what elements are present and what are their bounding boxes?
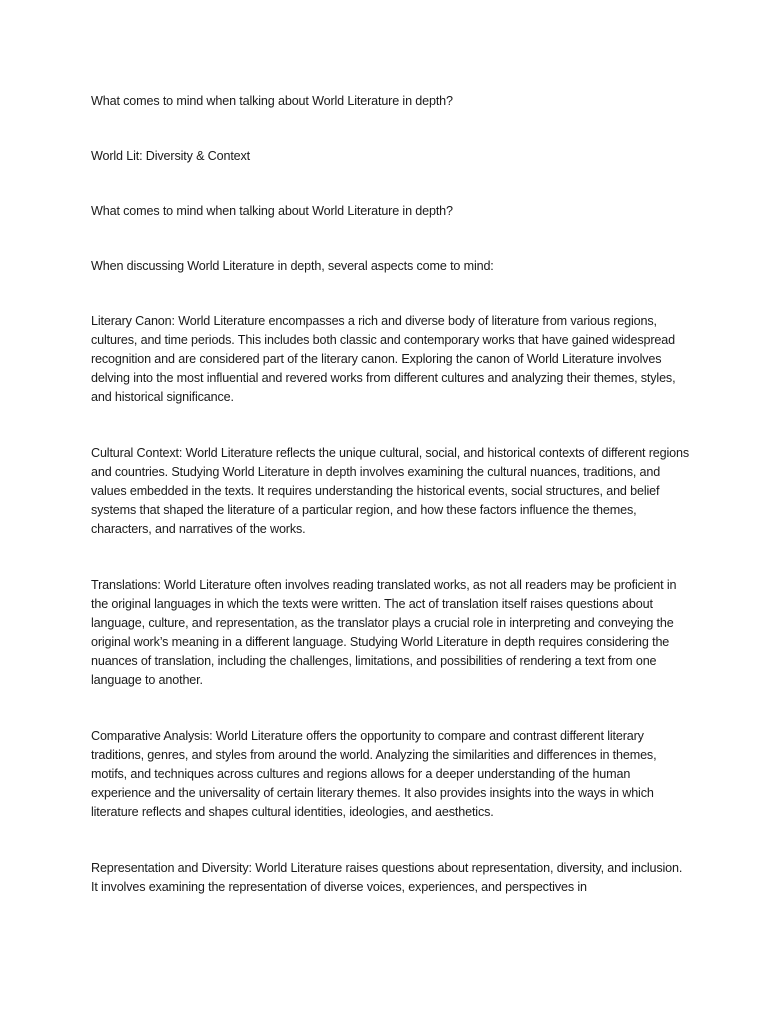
paragraph-translations: Translations: World Literature often involves reading translated works, as not all readers may be proficient in the original languages in which the texts were written. The act of translation itself raises questions about language, culture, and representation, as the translator plays a crucial role in interpreting and conveying the original work’s meaning in a different language. Studying World Literature in depth requires considering the nuances of translation, including the challenges, limitations, and possibilities of rendering a text from one language to another. bbox=[91, 578, 677, 687]
paragraph-comparative-analysis: Comparative Analysis: World Literature offers the opportunity to compare and contrast different literary traditions, genres, and styles from around the world. Analyzing the similarities and differences in themes, motifs, and techniques across cultures and regions allows for a deeper understanding of the human experience and the universality of certain literary themes. It also provides insights into the ways in which literature reflects and shapes cultural identities, ideologies, and aesthetics. bbox=[91, 729, 657, 819]
repeated-question: What comes to mind when talking about World Literature in depth? bbox=[91, 204, 453, 218]
document-page bbox=[91, 92, 691, 897]
paragraph-representation-diversity: Representation and Diversity: World Literature raises questions about representation, diversity, and inclusion. It involves examining the representation of diverse voices, experiences, and perspectives in bbox=[91, 861, 683, 894]
aspects-intro: When discussing World Literature in depth, several aspects come to mind: bbox=[91, 259, 494, 273]
document-title: World Lit: Diversity & Context bbox=[91, 149, 251, 163]
paragraph-cultural-context: Cultural Context: World Literature reflects the unique cultural, social, and historical contexts of different regions and countries. Studying World Literature in depth involves examining the cultural nuances, traditions, and values embedded in the texts. It requires understanding the historical events, social structures, and belief systems that shaped the literature of a particular region, and how these factors influence the themes, characters, and narratives of the works. bbox=[91, 446, 689, 536]
intro-question: What comes to mind when talking about World Literature in depth? bbox=[91, 94, 453, 108]
paragraph-literary-canon: Literary Canon: World Literature encompasses a rich and diverse body of literature from various regions, cultures, and time periods. This includes both classic and contemporary works that have gained widespread recognition and are considered part of the literary canon. Exploring the canon of World Literature involves delving into the most influential and revered works from different cultures and analyzing their themes, styles, and historical significance. bbox=[91, 314, 676, 404]
